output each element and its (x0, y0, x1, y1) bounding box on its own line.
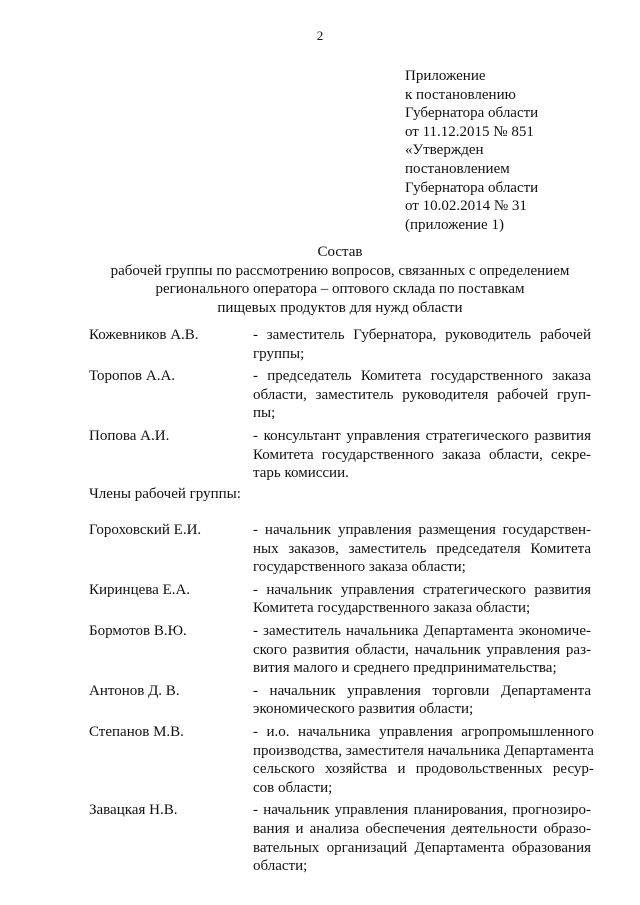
person-name: Завацкая Н.В. (89, 802, 178, 819)
person-role: - консультант управления стратегического развития Комитета государственного заказа области, секре- тарь комиссии. (253, 427, 591, 482)
appendix-line: от 10.02.2014 № 31 (405, 198, 527, 215)
appendix-line: Приложение (405, 68, 486, 84)
members-list (89, 521, 594, 880)
roster-row (89, 801, 591, 875)
appendix-line: (приложение 1) (405, 216, 504, 233)
person-name: Гороховский Е.И. (89, 522, 202, 538)
roster-row (89, 521, 591, 577)
roster-row (89, 367, 591, 423)
person-role: - заместитель Губернатора, руководитель рабочей группы; (253, 327, 591, 362)
appendix-line: постановлением (405, 160, 510, 177)
title-heading: Состав (317, 244, 363, 260)
person-role: - заместитель начальника Департамента экономиче- ского развития области, начальник управления раз- вития малого и среднего предпринимательства; (253, 622, 591, 677)
title-line: рабочей группы по рассмотрению вопросов, связанных с определением (110, 262, 570, 279)
appendix-line: Губернатора области (405, 179, 539, 196)
appendix-line: Губернатора области (405, 105, 539, 122)
person-name: Попова А.И. (89, 427, 170, 444)
person-role: - начальник управления размещения государствен- ных заказов, заместитель председателя Комитета государственного заказа области; (253, 522, 591, 576)
person-name: Антонов Д. В. (89, 682, 180, 699)
person-role: - начальник управления планирования, прогнозиро- вания и анализа обеспечения деятельности образо- вательных организаций Департамента образования области; (253, 802, 591, 875)
person-role: - председатель Комитета государственного заказа области, заместитель руководителя рабочей груп- пы; (253, 368, 591, 422)
leadership-list (89, 326, 591, 487)
appendix-line: от 11.12.2015 № 851 (405, 123, 534, 140)
person-name: Степанов М.В. (89, 723, 184, 740)
roster-row (89, 581, 591, 618)
person-role: - и.о. начальника управления агропромышленного производства, заместителя начальника Департамента сельского хозяйства и продовольственных ресур- сов области; (253, 723, 594, 796)
members-heading: Члены рабочей группы: (89, 486, 241, 502)
person-role: - начальник управления стратегического развития Комитета государственного заказа области; (253, 581, 591, 617)
document-title (90, 243, 590, 317)
person-name: Кожевников А.В. (89, 327, 199, 343)
person-name: Торопов А.А. (89, 368, 176, 385)
roster-row (89, 326, 591, 363)
roster-row (89, 682, 591, 719)
appendix-line: к постановлению (405, 86, 516, 103)
person-name: Киринцева Е.А. (89, 581, 191, 598)
title-line: регионального оператора – оптового склада по поставкам (155, 281, 525, 298)
roster-row (89, 622, 591, 678)
roster-row (89, 723, 594, 797)
person-role: - начальник управления торговли Департамента экономического развития области; (253, 682, 591, 718)
person-name: Бормотов В.Ю. (89, 622, 187, 639)
roster-row (89, 427, 591, 483)
appendix-line: «Утвержден (405, 142, 484, 159)
page-number: 2 (316, 28, 324, 43)
appendix-header (405, 67, 630, 234)
title-line: пищевых продуктов для нужд области (217, 299, 463, 316)
